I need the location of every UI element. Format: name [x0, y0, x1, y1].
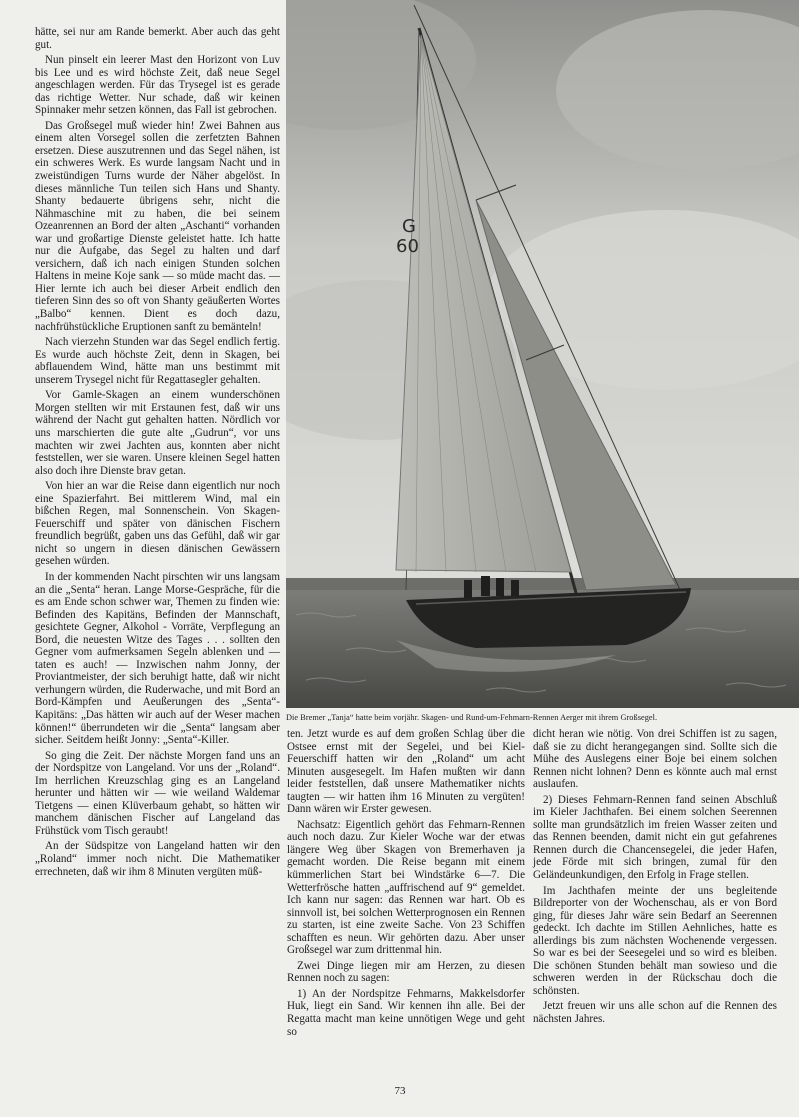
paragraph: Das Großsegel muß wieder hin! Zwei Bahnen aus einem alten Vorsegel sollen die zerfetzten Bahnen ersetzen. Diese auszutrennen und das Segel nähen, ist ein schweres Werk. Es wurde langsam Nacht und in zweistündigen Turns wurde der Näher abgelöst. In dieses männliche Tun teilen sich Hans und Shanty. Shanty bedauerte übrigens sehr, nicht die Nähmaschine mit zu haben, die bei seinem Ozeanrennen an Bord der alten „Aschanti“ vorhanden war und großartige Dienste geleistet hatte. Ich hatte nur die Aufgabe, das Segel zu halten und darf versichern, daß ich nach einigen Stunden solchen Haltens in meine Koje sank — so müde macht das. — Hier lernte ich auch bei dieser Arbeit endlich den tieferen Sinn des so oft von Shanty geäußerten Wortes „Balbo“ kennen. Dient es doch dazu, nachfrühstückliche Eruptionen sanft zu bemänteln!: [35, 119, 280, 333]
paragraph: In der kommenden Nacht pirschten wir uns langsam an die „Senta“ heran. Lange Morse-Gespräche, für die es am Ende schon schwer war, Themen zu finden wie: Befinden des Kapitäns, Befinden der Mannschaft, gesichtete Gegner, Alkohol - Vorräte, Verpflegung an Bord, die neuesten Witze des Tages . . . sollten den Gegner vom aufmerksamen Segeln ablenken und — taten es auch! — Inzwischen nahm Jonny, der Proviantmeister, der sich beruhigt hatte, daß wir nicht verhungern würden, die Ruderwache, und mit Bord an Bord-Kämpfen und Aeußerungen des „Senta“-Kapitäns: „Das hätten wir auch auf der Weser machen können!“ überrundeten wir die „Senta“ langsam aber sicher. Seitdem heißt Jonny: „Senta“-Killer.: [35, 570, 280, 747]
paragraph: Nachsatz: Eigentlich gehört das Fehmarn-Rennen auch noch dazu. Zur Kieler Woche war der etwas längere Weg über Skagen von Bremerhaven ja gemacht worden. Die Reise begann mit einem kümmerlichen Start bei Windstärke 6—7. Die Wetterfrösche hatten „auffrischend auf 9“ gemeldet. Ich kann nur sagen: das Rennen war hart. Ob es sinnvoll ist, bei solchen Wetterprognosen ein Rennen zu starten, ist eine zweite Sache. Von 23 Schiffen schafften es neun. Wir gehörten dazu. Aber unser Großsegel war zum drittenmal hin.: [287, 818, 525, 957]
paragraph: Vor Gamle-Skagen an einem wunderschönen Morgen stellten wir mit Erstaunen fest, daß wir uns während der Nacht gut gehalten hatten. Nördlich vor uns marschierten die gute alte „Gudrun“, vor uns machten wir zwei Jachten aus, konnten aber nicht feststellen, wer sie waren. Unsere kleinen Segel hatten also doch ihre Dienste brav getan.: [35, 389, 280, 477]
distant-shore: [286, 578, 799, 592]
paragraph: Nun pinselt ein leerer Mast den Horizont von Luv bis Lee und es wird höchste Zeit, daß neue Segel angeschlagen werden. Für das Trysegel ist es gerade das richtige Wetter. Nur schade, daß wir keinen Spinnaker mehr setzen können, das Fall ist gebrochen.: [35, 54, 280, 117]
text-column-right: [533, 728, 777, 1029]
paragraph: An der Südspitze von Langeland hatten wir den „Roland“ immer noch nicht. Die Mathematiker errechneten, daß wir ihm 8 Minuten vergüten müß-: [35, 840, 280, 878]
sailboat-photo: [286, 0, 799, 708]
paragraph: 2) Dieses Fehmarn-Rennen fand seinen Abschluß im Kieler Jachthafen. Bei einem solchen Seerennen sollte man grundsätzlich im freien Wasser zeiten und das Rennen beenden, damit nicht ein gut gefahrenes Rennen durch die Chancensegelei, die jeder Hafen, jede Förde mit sich bringen, zumal für den Geländeunkundigen, den Erfolg in Frage stellen.: [533, 793, 777, 882]
paragraph: Im Jachthafen meinte der uns begleitende Bildreporter von der Wochenschau, als er von Bord ging, für dieses Jahr wäre sein Bedarf an Seerennen gedeckt. Ich dachte im Stillen Aehnliches, hatte es allerdings bis zum nächsten Wochenende vergessen. So war es bei der Seesegelei und so wird es bleiben. Die schönen Stunden behält man sowieso und die schweren werden in der Rückschau doch die schönsten.: [533, 884, 777, 997]
page-number: 73: [394, 1085, 406, 1097]
paragraph: Nach vierzehn Stunden war das Segel endlich fertig. Es wurde auch höchste Zeit, denn in Skagen, bei abflauendem Wind, hätte man uns bestimmt mit unserem Trysegel nicht für Regattasegler gehalten.: [35, 336, 280, 386]
paragraph: Zwei Dinge liegen mir am Herzen, zu diesen Rennen noch zu sagen:: [287, 959, 525, 985]
paragraph: Von hier an war die Reise dann eigentlich nur noch eine Spazierfahrt. Bei mittlerem Wind, mal ein bißchen Regen, mal Sonnenschein. Von Skagen-Feuerschiff und später von dänischen Fischern freundlich begrüßt, gaben uns das Gefühl, daß wir gar nicht so ungern in diesen dänischen Gewässern gesehen würden.: [35, 480, 280, 568]
text-column-middle: [287, 728, 525, 1041]
sail-number-letter: G: [402, 216, 416, 237]
paragraph: hätte, sei nur am Rande bemerkt. Aber auch das geht gut.: [35, 26, 280, 51]
paragraph: 1) An der Nordspitze Fehmarns, Makkelsdorfer Huk, liegt ein Sand. Wir kennen ihn alle. Bei der Regatta macht man keine unnötigen Wege und geht so: [287, 987, 525, 1038]
text-column-left: [35, 26, 280, 881]
sail-number-digits: 60: [396, 236, 419, 257]
paragraph: dicht heran wie nötig. Von drei Schiffen ist zu sagen, daß sie zu dicht herangegangen sind. Sollte sich die Mühe des Auslegens einer Boje bei einem solchen Rennen nicht lohnen? Denn es könnte auch mal ernst auslaufen.: [533, 728, 777, 791]
paragraph: So ging die Zeit. Der nächste Morgen fand uns an der Nordspitze von Langeland. Vor uns der „Roland“. Im herrlichen Kreuzschlag ging es an Langeland herunter und hätten wir — wie weiland Waldemar Tietgens — einen Klüverbaum gehabt, so hätten wir manchem dänischen Fischer auf Langeland das Frühstück vom Tisch geraubt!: [35, 749, 280, 837]
photo-caption: Die Bremer „Tanja“ hatte beim vorjähr. Skagen- und Rund-um-Fehmarn-Rennen Aerger mit ihrem Großsegel.: [286, 713, 658, 722]
paragraph: Jetzt freuen wir uns alle schon auf die Rennen des nächsten Jahres.: [533, 1000, 777, 1026]
sailboat-illustration: [286, 0, 799, 708]
paragraph: ten. Jetzt wurde es auf dem großen Schlag über die Ostsee ernst mit der Segelei, und bei Kiel-Feuerschiff hatten wir den „Roland“ um acht Minuten ausgesegelt. Im Hafen mußten wir dann leider feststellen, daß unsere Mathematiker nichts taugten — wir hatten ihm 16 Minuten zu vergüten! Dann wären wir Erster gewesen.: [287, 728, 525, 816]
